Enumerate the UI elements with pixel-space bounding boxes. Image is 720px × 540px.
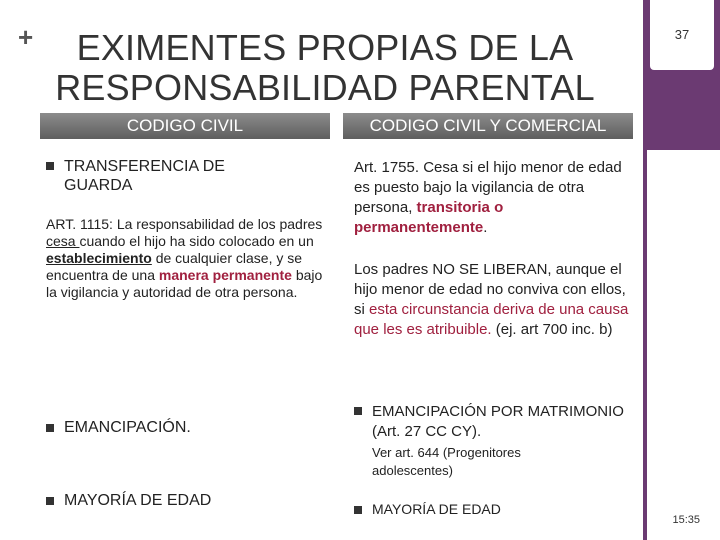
bullet-square-icon [46, 424, 54, 432]
art-1755-period: . [483, 219, 488, 236]
art-1115-cesa: cesa [46, 233, 80, 249]
art-1115-text-3: de cualquier clase, y se encuentra de una [46, 250, 303, 283]
left-item-emancipacion: EMANCIPACIÓN. [64, 419, 191, 436]
padres-ej-art-700: (ej. art 700 inc. b) [491, 321, 613, 338]
left-art-1115 [46, 216, 326, 301]
plus-icon: + [18, 22, 34, 52]
right-item-mayoria: MAYORÍA DE EDAD [372, 501, 501, 517]
art-1115-manera-permanente: manera permanente [158, 267, 292, 283]
slide-title: EXIMENTES PROPIAS DE LA RESPONSABILIDAD PARENTAL [55, 27, 595, 108]
padres-text: Los padres NO SE LIBERAN, aunque el hijo menor de edad no conviva con ellos, si [354, 261, 626, 318]
right-item-emancipacion-matrimonio: EMANCIPACIÓN POR MATRIMONIO (Art. 27 CC CY). [372, 403, 624, 440]
bullet-square-icon [46, 162, 54, 170]
bullet-square-icon [354, 506, 362, 514]
left-item-mayoria: MAYORÍA DE EDAD [64, 492, 212, 509]
right-ver-art-644: Ver art. 644 (Progenitores adolescentes) [372, 445, 521, 478]
accent-line [643, 150, 647, 540]
art-1115-text: ART. 1115: La responsabilidad de los padres [46, 216, 323, 232]
padres-causa-atribuible: esta circunstancia deriva de una causa que les es atribuible. [354, 301, 629, 338]
slide-time: 15:35 [672, 514, 700, 526]
right-padres-no-se-liberan [354, 260, 634, 340]
art-1115-text-4: bajo la vigilancia y autoridad de otra persona. [46, 267, 323, 300]
right-art-1755 [354, 158, 630, 238]
art-1755-text: Art. 1755. Cesa si el hijo menor de edad es puesto bajo la vigilancia de otra persona, [354, 159, 622, 216]
bullet-square-icon [46, 497, 54, 505]
art-1115-establecimiento: establecimiento [46, 250, 152, 266]
art-1755-transitoria: transitoria o permanentemente [354, 199, 504, 236]
art-1115-text-2: cuando el hijo ha sido colocado en un [79, 233, 314, 249]
page-number: 37 [650, 0, 714, 70]
left-column-header: CODIGO CIVIL [40, 113, 330, 139]
left-item-transferencia: TRANSFERENCIA DE GUARDA [64, 158, 225, 194]
bullet-square-icon [354, 407, 362, 415]
right-column-header: CODIGO CIVIL Y COMERCIAL [343, 113, 633, 139]
